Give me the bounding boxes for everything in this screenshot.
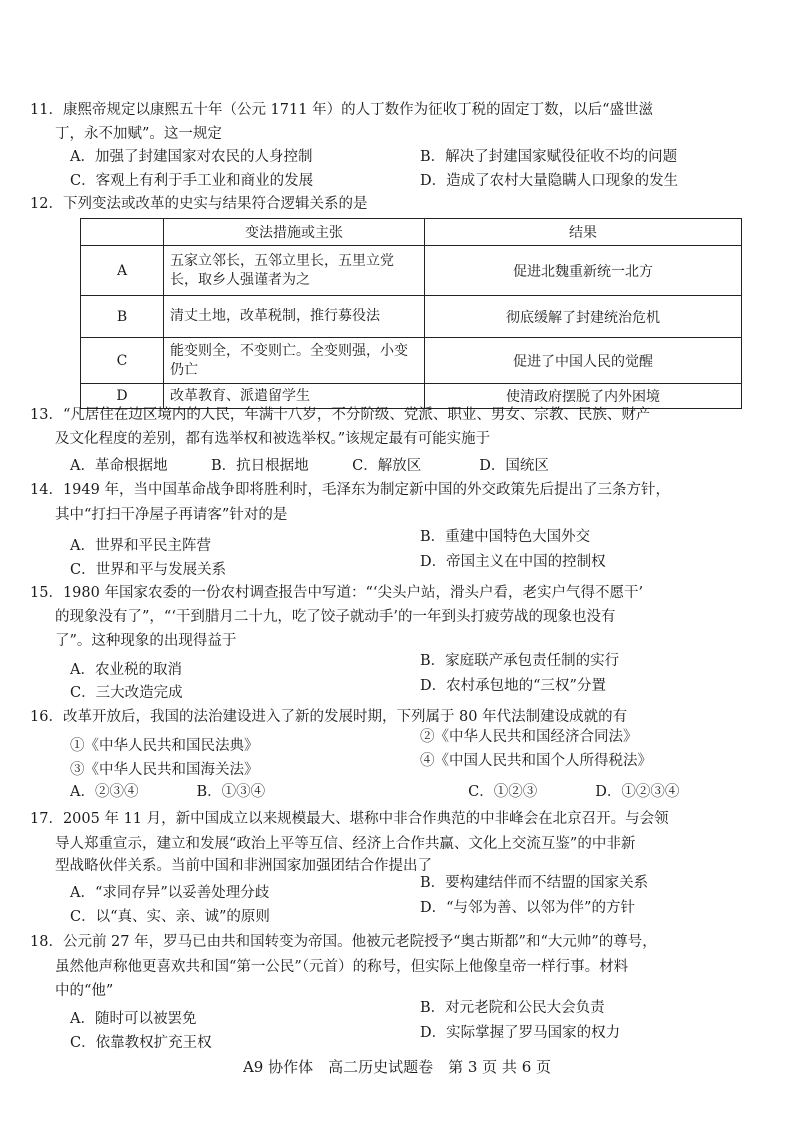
row-result: 彻底缓解了封建统治危机 [425,296,742,338]
q13-stem-line1: 13．“凡居住在边区境内的人民，年满十八岁，不分阶级、党派、职业、男女、宗教、民族、财产 [30,407,651,423]
q11-stem-line2: 丁，永不加赋”。这一规定 [55,126,222,142]
q11-option-a: A．加强了封建国家对农民的人身控制 [70,149,313,165]
q13-stem-line2: 及文化程度的差别，都有选举权和被选举权。”该规定最有可能实施于 [55,431,491,447]
q18-option-b: B．对元老院和公民大会负责 [420,1000,605,1016]
row-result: 促进了中国人民的觉醒 [425,338,742,384]
q15-option-c: C．三大改造完成 [70,685,183,701]
row-letter: D [81,384,164,409]
table-header-empty [81,219,164,246]
table-row [81,246,742,296]
row-letter: B [81,296,164,338]
q13-options: A．革命根据地 B．抗日根据地 C．解放区 D．国统区 [70,458,549,474]
q16-options: A．②③④ B．①③④ C．①②③ D．①②③④ [70,784,680,800]
q11-option-b: B．解决了封建国家赋役征收不均的问题 [420,149,678,165]
q18-option-c: C．依靠教权扩充王权 [70,1035,212,1051]
q11-stem-line1: 11．康熙帝规定以康熙五十年（公元 1711 年）的人丁数作为征收丁税的固定丁数，以后“盛世滋 [30,102,653,118]
q14-option-a: A．世界和平民主阵营 [70,538,211,554]
q17-stem-line3: 型战略伙伴关系。当前中国和非洲国家加强团结合作提出了 [55,858,432,874]
q15-option-d: D．农村承包地的“三权”分置 [420,678,606,694]
table-row [81,338,742,384]
q14-option-d: D．帝国主义在中国的控制权 [420,554,606,570]
q15-stem-line3: 了”。这种现象的出现得益于 [55,633,237,649]
q14-stem-line1: 14．1949 年，当中国革命战争即将胜利时，毛泽东为制定新中国的外交政策先后提出了三条方针， [30,482,670,498]
row-measure: 五家立邻长，五邻立里长，五里立党长，取乡人强谨者为之 [164,246,425,296]
q12-stem: 12．下列变法或改革的史实与结果符合逻辑关系的是 [30,196,368,212]
q17-option-d: D．“与邻为善、以邻为伴”的方针 [420,900,635,916]
row-measure: 改革教育、派遣留学生 [164,384,425,409]
table-header-measure: 变法措施或主张 [164,219,425,246]
q15-option-b: B．家庭联产承包责任制的实行 [420,653,620,669]
q15-stem-line1: 15．1980 年国家农委的一份农村调查报告中写道：“‘尖头户站，滑头户看，老实户气得不愿干’ [30,585,644,601]
q18-option-a: A．随时可以被罢免 [70,1011,197,1027]
row-measure: 清丈土地，改革税制，推行募役法 [164,296,425,338]
q16-item-1: ①《中华人民共和国民法典》 [70,738,259,754]
q18-stem-line3: 中的“他” [55,983,114,999]
table-row [81,296,742,338]
q12-table [80,218,742,409]
q16-item-4: ④《中国人民共和国个人所得税法》 [420,753,652,769]
q18-stem-line1: 18．公元前 27 年，罗马已由共和国转变为帝国。他被元老院授予“奥古斯都”和“大元帅”的尊号， [30,934,657,950]
row-letter: A [81,246,164,296]
q17-stem-line2: 导人郑重宣示，建立和发展“政治上平等互信、经济上合作共赢、文化上交流互鉴”的中非新 [55,836,636,852]
q15-stem-line2: 的现象没有了”，“‘干到腊月二十九，吃了饺子就动手’的一年到头打疲劳战的现象也没有 [55,609,616,625]
q11-option-d: D．造成了农村大量隐瞒人口现象的发生 [420,173,679,189]
q17-option-c: C．以“真、实、亲、诚”的原则 [70,909,270,925]
row-result: 促进北魏重新统一北方 [425,246,742,296]
q18-stem-line2: 虽然他声称他更喜欢共和国“第一公民”（元首）的称号，但实际上他像皇帝一样行事。材料 [55,959,629,975]
q17-stem-line1: 17．2005 年 11 月，新中国成立以来规模最大、堪称中非合作典范的中非峰会在北京召开。与会领 [30,811,669,827]
q15-option-a: A．农业税的取消 [70,662,182,678]
q14-option-b: B．重建中国特色大国外交 [420,529,591,545]
q14-stem-line2: 其中“打扫干净屋子再请客”针对的是 [55,507,288,523]
q18-option-d: D．实际掌握了罗马国家的权力 [420,1025,621,1041]
q16-item-2: ②《中华人民共和国经济合同法》 [420,729,638,745]
row-result: 使清政府摆脱了内外困境 [425,384,742,409]
q16-item-3: ③《中华人民共和国海关法》 [70,762,259,778]
row-measure: 能变则全，不变则亡。全变则强，小变仍亡 [164,338,425,384]
table-header-result: 结果 [425,219,742,246]
q17-option-a: A．“求同存异”以妥善处理分歧 [70,885,270,901]
q16-stem: 16．改革开放后，我国的法治建设进入了新的发展时期，下列属于 80 年代法制建设成就的有 [30,709,628,725]
table-header-row [81,219,742,246]
q17-option-b: B．要构建结伴而不结盟的国家关系 [420,875,649,891]
page-footer: A9 协作体 高二历史试题卷 第 3 页 共 6 页 [242,1058,552,1076]
row-letter: C [81,338,164,384]
q11-option-c: C．客观上有利于手工业和商业的发展 [70,173,314,189]
q14-option-c: C．世界和平与发展关系 [70,562,227,578]
